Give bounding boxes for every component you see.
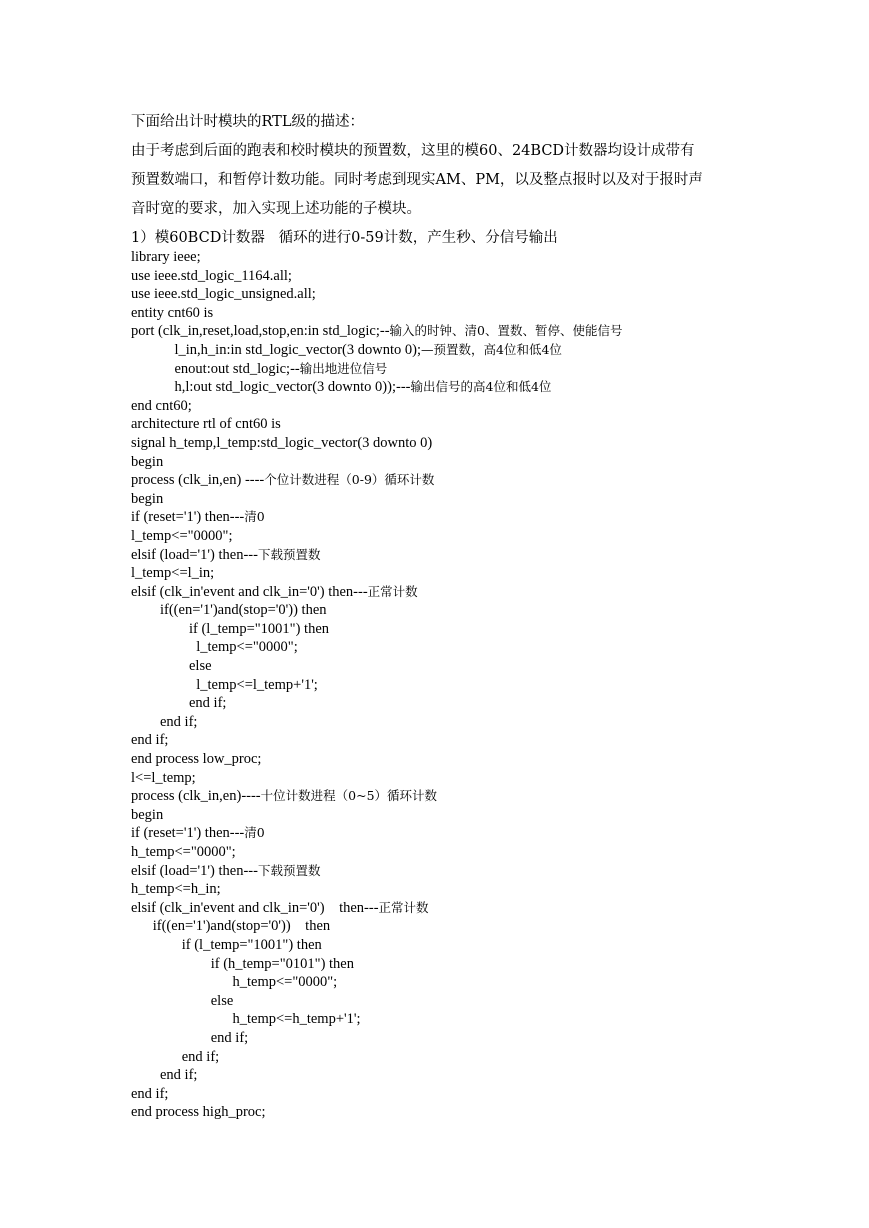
code-text: if (h_temp="0101") then <box>131 955 354 972</box>
section-heading-cnt60: 1）模60BCD计数器 循环的进行0-59计数，产生秒、分信号输出 <box>131 230 558 246</box>
code-comment: 输出信号的高4位和低4位 <box>410 379 552 395</box>
code-line <box>131 824 831 843</box>
code-text: elsif (load='1') then--- <box>131 862 258 879</box>
code-line <box>131 880 831 899</box>
code-comment: 清0 <box>244 509 265 525</box>
code-text: library ieee; <box>131 249 201 265</box>
code-line <box>131 1085 831 1104</box>
code-line <box>131 285 831 304</box>
code-text: if (l_temp="1001") then <box>131 620 330 637</box>
code-line <box>131 564 831 583</box>
intro-heading: 下面给出计时模块的RTL级的描述： <box>131 114 364 130</box>
code-comment: 十位计数进程（0~5）循环计数 <box>260 788 438 804</box>
code-line <box>131 862 831 881</box>
code-line <box>131 453 831 472</box>
intro-section <box>131 108 771 253</box>
code-text: if((en='1')and(stop='0')) then <box>131 602 327 619</box>
code-text: if((en='1')and(stop='0')) then <box>131 918 331 935</box>
code-text: architecture rtl of cnt60 is <box>131 416 281 433</box>
code-text: use ieee.std_logic_1164.all; <box>131 267 292 284</box>
code-text: l_temp<="0000"; <box>131 639 298 656</box>
code-comment: 清0 <box>244 825 265 841</box>
code-comment: 输出地进位信号 <box>299 360 388 376</box>
code-text: end if; <box>131 1048 220 1065</box>
code-line <box>131 1103 831 1122</box>
code-line <box>131 434 831 453</box>
code-line <box>131 750 831 769</box>
code-line <box>131 955 831 974</box>
intro-paragraph-line: 预置数端口，和暂停计数功能。同时考虑到现实AM、PM，以及整点报时以及对于报时声 <box>131 172 703 188</box>
code-line <box>131 787 831 806</box>
code-line <box>131 917 831 936</box>
code-text: else <box>131 658 212 675</box>
code-line <box>131 397 831 416</box>
code-line <box>131 490 831 509</box>
code-line <box>131 713 831 732</box>
code-comment: 下载预置数 <box>257 862 321 878</box>
code-text: h_temp<="0000"; <box>131 974 338 991</box>
code-text: end process low_proc; <box>131 751 262 768</box>
code-text: h_temp<="0000"; <box>131 844 236 860</box>
intro-paragraph-line: 由于考虑到后面的跑表和校时模块的预置数，这里的模60、24BCD计数器均设计成带有 <box>131 143 695 159</box>
code-text: entity cnt60 is <box>131 304 214 321</box>
code-line <box>131 638 831 657</box>
code-text: begin <box>131 806 164 823</box>
code-line <box>131 546 831 565</box>
code-line <box>131 899 831 918</box>
code-text: end if; <box>131 732 169 749</box>
code-line <box>131 657 831 676</box>
code-text: l_temp<="0000"; <box>131 527 233 544</box>
code-text: process (clk_in,en) ---- <box>131 472 265 489</box>
code-line <box>131 1010 831 1029</box>
code-line <box>131 322 831 341</box>
code-line <box>131 378 831 397</box>
code-text: end if; <box>131 1067 198 1084</box>
code-comment: 正常计数 <box>378 899 429 915</box>
code-line <box>131 769 831 788</box>
code-line <box>131 341 831 360</box>
code-line <box>131 360 831 379</box>
code-line <box>131 1048 831 1067</box>
code-text: h_temp<=h_temp+'1'; <box>131 1011 361 1028</box>
code-text: if (reset='1') then--- <box>131 509 245 526</box>
code-text: else <box>131 992 234 1009</box>
code-line <box>131 973 831 992</box>
code-text: end if; <box>131 695 227 712</box>
code-text: begin <box>131 490 164 507</box>
code-text: elsif (clk_in'event and clk_in='0') then--- <box>131 583 368 600</box>
code-line <box>131 248 831 267</box>
code-text: signal h_temp,l_temp:std_logic_vector(3 downto 0) <box>131 434 433 451</box>
vhdl-code-block <box>131 248 831 1122</box>
code-text: elsif (clk_in'event and clk_in='0') then--- <box>131 899 379 916</box>
code-line <box>131 1029 831 1048</box>
code-line <box>131 731 831 750</box>
code-line <box>131 1066 831 1085</box>
intro-paragraph-line: 音时宽的要求，加入实现上述功能的子模块。 <box>131 201 421 217</box>
code-line <box>131 843 831 862</box>
code-text: h,l:out std_logic_vector(3 downto 0));--- <box>131 379 411 396</box>
code-text: elsif (load='1') then--- <box>131 546 258 563</box>
code-text: end if; <box>131 1029 249 1046</box>
code-text: process (clk_in,en)---- <box>131 788 261 805</box>
code-text: h_temp<=h_in; <box>131 881 221 898</box>
code-line <box>131 992 831 1011</box>
code-line <box>131 601 831 620</box>
code-line <box>131 620 831 639</box>
code-text: port (clk_in,reset,load,stop,en:in std_logic;-- <box>131 323 390 340</box>
code-comment: 输入的时钟、清0、置数、暂停、使能信号 <box>389 323 623 339</box>
code-text: end cnt60; <box>131 397 192 414</box>
code-comment: 个位计数进程（0-9）循环计数 <box>264 472 435 488</box>
code-line <box>131 267 831 286</box>
code-line <box>131 694 831 713</box>
code-text: end if; <box>131 1085 169 1102</box>
code-line <box>131 583 831 602</box>
code-line <box>131 304 831 323</box>
code-text: end process high_proc; <box>131 1104 266 1121</box>
code-text: use ieee.std_logic_unsigned.all; <box>131 286 316 303</box>
code-line <box>131 527 831 546</box>
code-comment: —预置数，高4位和低4位 <box>420 341 562 357</box>
code-line <box>131 415 831 434</box>
code-text: enout:out std_logic;-- <box>131 360 300 377</box>
code-line <box>131 508 831 527</box>
code-text: l_in,h_in:in std_logic_vector(3 downto 0); <box>131 341 421 358</box>
code-line <box>131 806 831 825</box>
code-line <box>131 471 831 490</box>
code-line <box>131 676 831 695</box>
code-line <box>131 936 831 955</box>
code-text: begin <box>131 453 164 470</box>
code-text: end if; <box>131 713 198 730</box>
code-text: if (reset='1') then--- <box>131 825 245 842</box>
code-text: l_temp<=l_temp+'1'; <box>131 676 318 693</box>
code-comment: 正常计数 <box>367 583 418 599</box>
code-text: l<=l_temp; <box>131 769 196 786</box>
code-text: l_temp<=l_in; <box>131 565 215 582</box>
code-text: if (l_temp="1001") then <box>131 936 322 953</box>
code-comment: 下载预置数 <box>257 546 321 562</box>
